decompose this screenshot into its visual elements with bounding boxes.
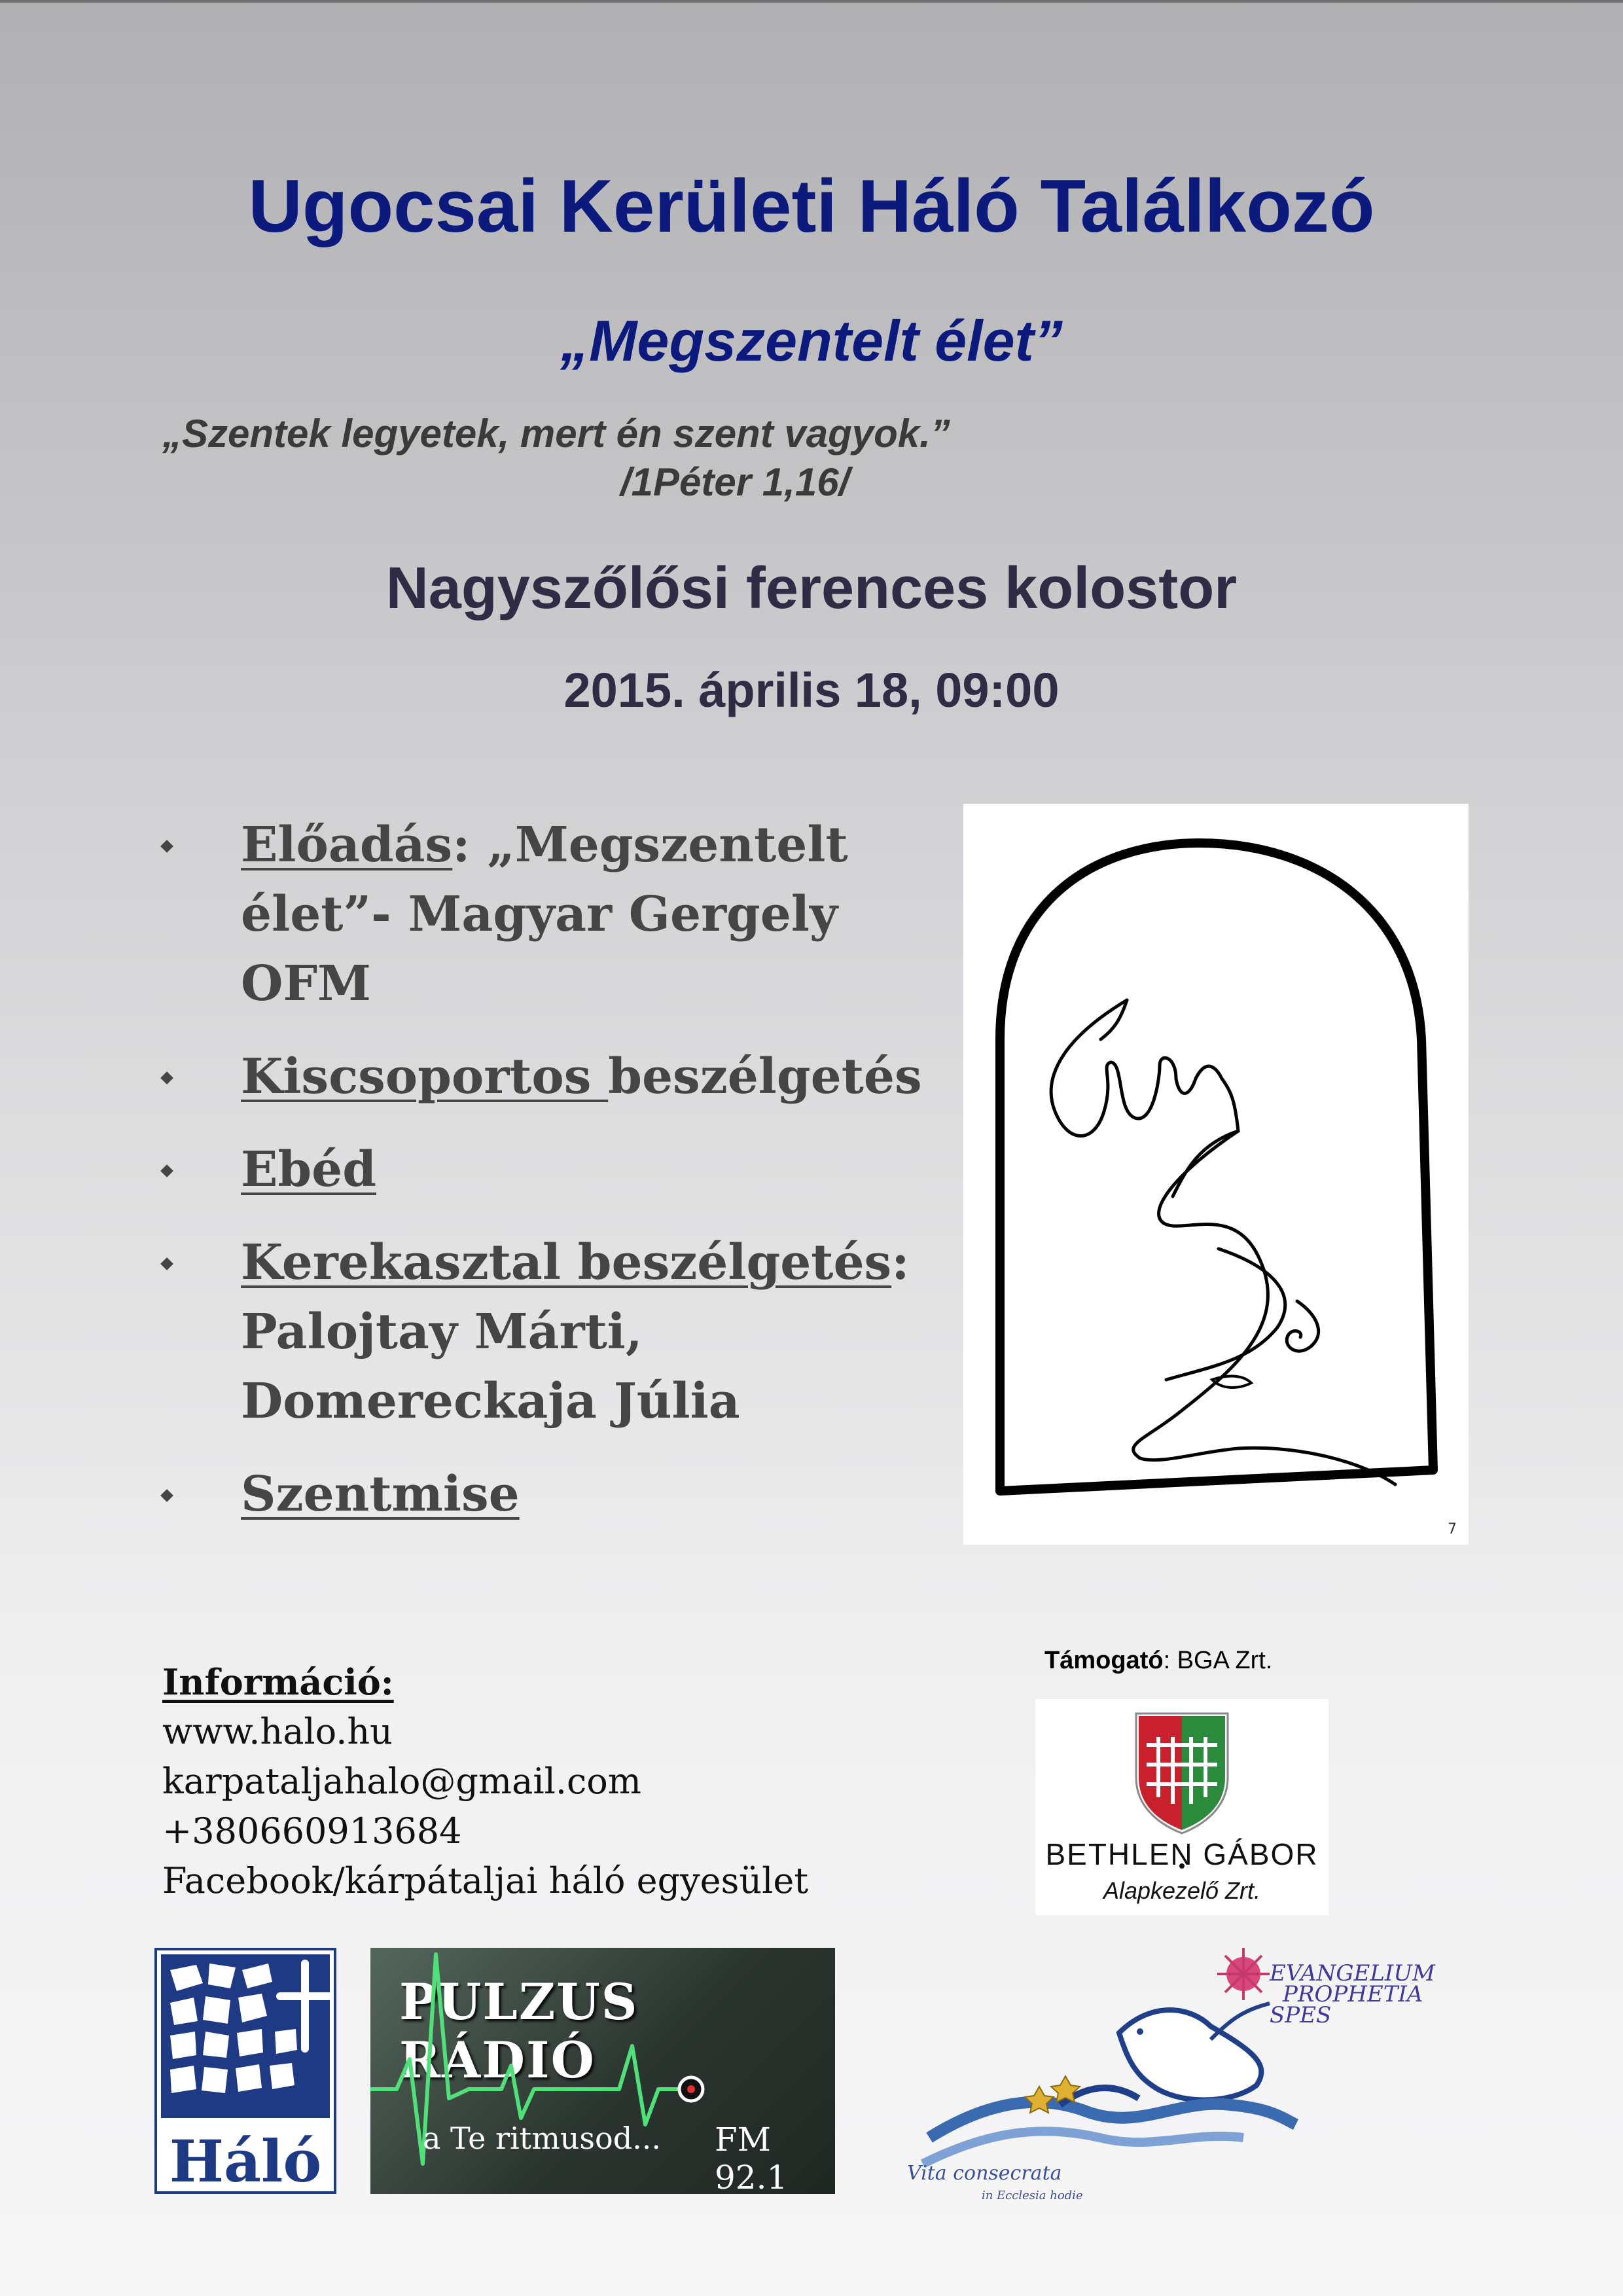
sponsor-name: : BGA Zrt. (1163, 1647, 1273, 1674)
bible-reference: /1Péter 1,16/ (620, 460, 850, 504)
event-venue: Nagyszőlősi ferences kolostor (385, 556, 1238, 621)
radio-title: PULZUS RÁDIÓ (399, 1973, 639, 2089)
diamond-bullet-icon (160, 1071, 173, 1085)
bga-logo-subtitle: Alapkezelő Zrt. (1103, 1877, 1261, 1904)
dove-arch-icon (963, 804, 1469, 1545)
sponsor-line (1044, 1647, 1272, 1675)
artwork-page-number: 7 (1448, 1521, 1457, 1537)
vita-consecrata-text: Vita consecrata (907, 2162, 1062, 2185)
sponsor-label: Támogató (1044, 1647, 1164, 1674)
agenda-item-label: Kiscsoportos (241, 1049, 609, 1105)
eps-line-evangelium: EVANGELIUM (1270, 1960, 1435, 1986)
halo-logo (154, 1948, 336, 2194)
pulzus-radio-logo (370, 1948, 835, 2194)
agenda-item-label: Szentmise (241, 1466, 520, 1522)
bible-quote: „Szentek legyetek, mert én szent vagyok.” (162, 412, 950, 456)
in-ecclesia-text: in Ecclesia hodie (982, 2189, 1083, 2202)
diamond-bullet-icon (160, 840, 173, 853)
eps-line-spes: SPES (1270, 2002, 1332, 2028)
agenda-item-mass (162, 1460, 948, 1529)
diamond-bullet-icon (160, 1257, 173, 1270)
diamond-bullet-icon (160, 1489, 173, 1502)
agenda-item-speaker: Palojtay Márti, (241, 1304, 643, 1360)
info-website-link[interactable]: www.halo.hu (162, 1711, 393, 1752)
bga-logo-name: BETHLEN GÁBOR (1045, 1837, 1319, 1871)
info-heading: Információ: (162, 1661, 394, 1703)
agenda-item-lunch (162, 1135, 948, 1204)
radio-slogan: a Te ritmusod... (423, 2121, 662, 2156)
agenda-item-label: Kerekasztal beszélgetés (241, 1234, 892, 1291)
event-date: 2015. április 18, 09:00 (563, 663, 1060, 717)
agenda-item-roundtable (162, 1228, 948, 1436)
dove-arch-artwork (963, 804, 1469, 1545)
info-email-link[interactable]: karpataljahalo@gmail.com (162, 1761, 641, 1802)
info-phone: +380660913684 (162, 1810, 462, 1852)
poster-subtitle: „Megszentelt élet” (560, 308, 1063, 373)
agenda-item-detail: : (891, 1234, 910, 1291)
diamond-bullet-icon (160, 1164, 173, 1177)
vita-consecrata-logo (903, 1941, 1466, 2203)
agenda-item-detail: : „Megszentelt élet”- Magyar Gergely OFM (241, 817, 848, 1012)
bga-logo (1035, 1699, 1329, 1915)
agenda-item-lecture (162, 810, 948, 1018)
agenda-item-label: Ebéd (241, 1141, 376, 1198)
eps-line-prophetia: PROPHETIA (1283, 1981, 1423, 2007)
agenda-item-small-groups (162, 1042, 948, 1111)
info-facebook: Facebook/kárpátaljai háló egyesület (162, 1860, 809, 1901)
agenda-list (162, 810, 948, 1552)
top-border-line (0, 0, 1623, 3)
dove-waves-icon (903, 1941, 1466, 2203)
agenda-item-detail: beszélgetés (608, 1049, 922, 1105)
poster-title: Ugocsai Kerületi Háló Találkozó (248, 165, 1375, 248)
info-block (162, 1657, 808, 1906)
net-pattern-icon (157, 1950, 334, 2121)
halo-logo-text: Háló (169, 2127, 322, 2195)
agenda-item-label: Előadás (241, 817, 453, 873)
agenda-item-speaker: Domereckaja Júlia (241, 1373, 740, 1429)
radio-frequency: FM 92.1 (715, 2121, 788, 2194)
